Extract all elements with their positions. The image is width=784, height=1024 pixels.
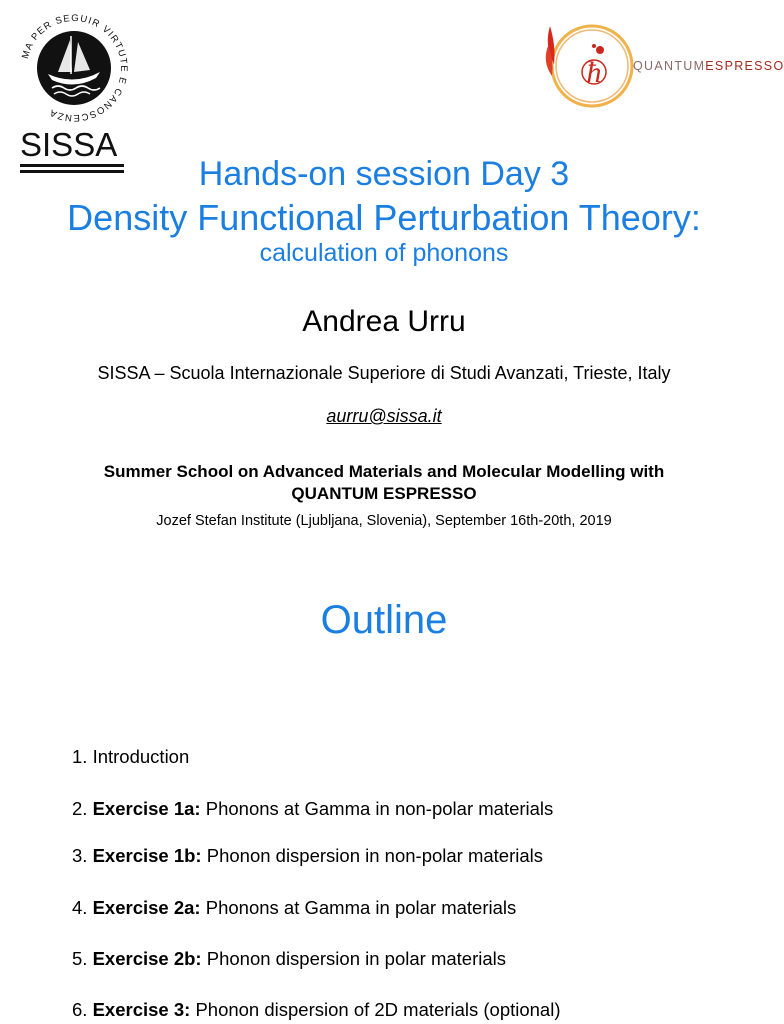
outline-item-label: Exercise 1b: — [92, 845, 202, 866]
outline-item-number: 1. — [72, 746, 88, 767]
subtitle: calculation of phonons — [259, 239, 509, 267]
sissa-emblem — [18, 12, 130, 124]
event-venue: Jozef Stefan Institute (Ljubljana, Slovenia), September 16th-20th, 2019 — [156, 513, 612, 529]
outline-item-label: Exercise 1a: — [92, 798, 201, 819]
author-name: Andrea Urru — [302, 305, 466, 338]
title-line-1: Hands-on session Day 3 — [198, 155, 570, 193]
quantum-espresso-emblem — [540, 16, 636, 114]
outline-item-text: Introduction — [92, 746, 190, 767]
outline-item-text: Phonon dispersion in non-polar materials — [206, 845, 544, 866]
outline-item — [72, 798, 553, 820]
outline-item-number: 2. — [72, 798, 88, 819]
event-name-line-2: QUANTUM ESPRESSO — [291, 484, 477, 503]
sissa-wordmark: SISSA — [20, 126, 118, 163]
outline-item-number: 5. — [72, 948, 88, 969]
outline-item — [72, 999, 561, 1021]
quantum-espresso-wordmark — [633, 59, 784, 73]
outline-item — [72, 948, 506, 970]
event-name-line-1: Summer School on Advanced Materials and Molecular Modelling with — [103, 462, 665, 481]
outline-item-label: Exercise 2b: — [92, 948, 202, 969]
outline-item — [72, 746, 189, 768]
outline-item-label: Exercise 3: — [92, 999, 191, 1020]
qe-wordmark-part1: QUANTUM — [633, 59, 706, 73]
outline-item-text: Phonon dispersion in polar materials — [206, 948, 506, 969]
outline-item-number: 3. — [72, 845, 88, 866]
outline-item-label: Exercise 2a: — [92, 897, 201, 918]
sissa-motto: MA PER SEGUIR VIRTUTE E CANOSCENZA — [19, 12, 130, 124]
outline-item-number: 4. — [72, 897, 88, 918]
outline-item-text: Phonons at Gamma in polar materials — [205, 897, 517, 918]
outline-item-text: Phonon dispersion of 2D materials (optional) — [195, 999, 561, 1020]
outline-item-text: Phonons at Gamma in non-polar materials — [205, 798, 554, 819]
outline-item — [72, 897, 516, 919]
outline-title: Outline — [320, 598, 448, 642]
author-email-link[interactable]: aurru@sissa.it — [326, 406, 442, 426]
svg-text:ħ: ħ — [586, 56, 602, 89]
event-name — [0, 461, 768, 505]
qe-wordmark-part2: ESPRESSO — [705, 59, 784, 73]
outline-item — [72, 845, 543, 867]
author-affiliation: SISSA – Scuola Internazionale Superiore di Studi Avanzati, Trieste, Italy — [97, 363, 671, 383]
quantum-espresso-logo — [540, 16, 784, 114]
title-line-2: Density Functional Perturbation Theory: — [67, 197, 701, 238]
outline-item-number: 6. — [72, 999, 88, 1020]
